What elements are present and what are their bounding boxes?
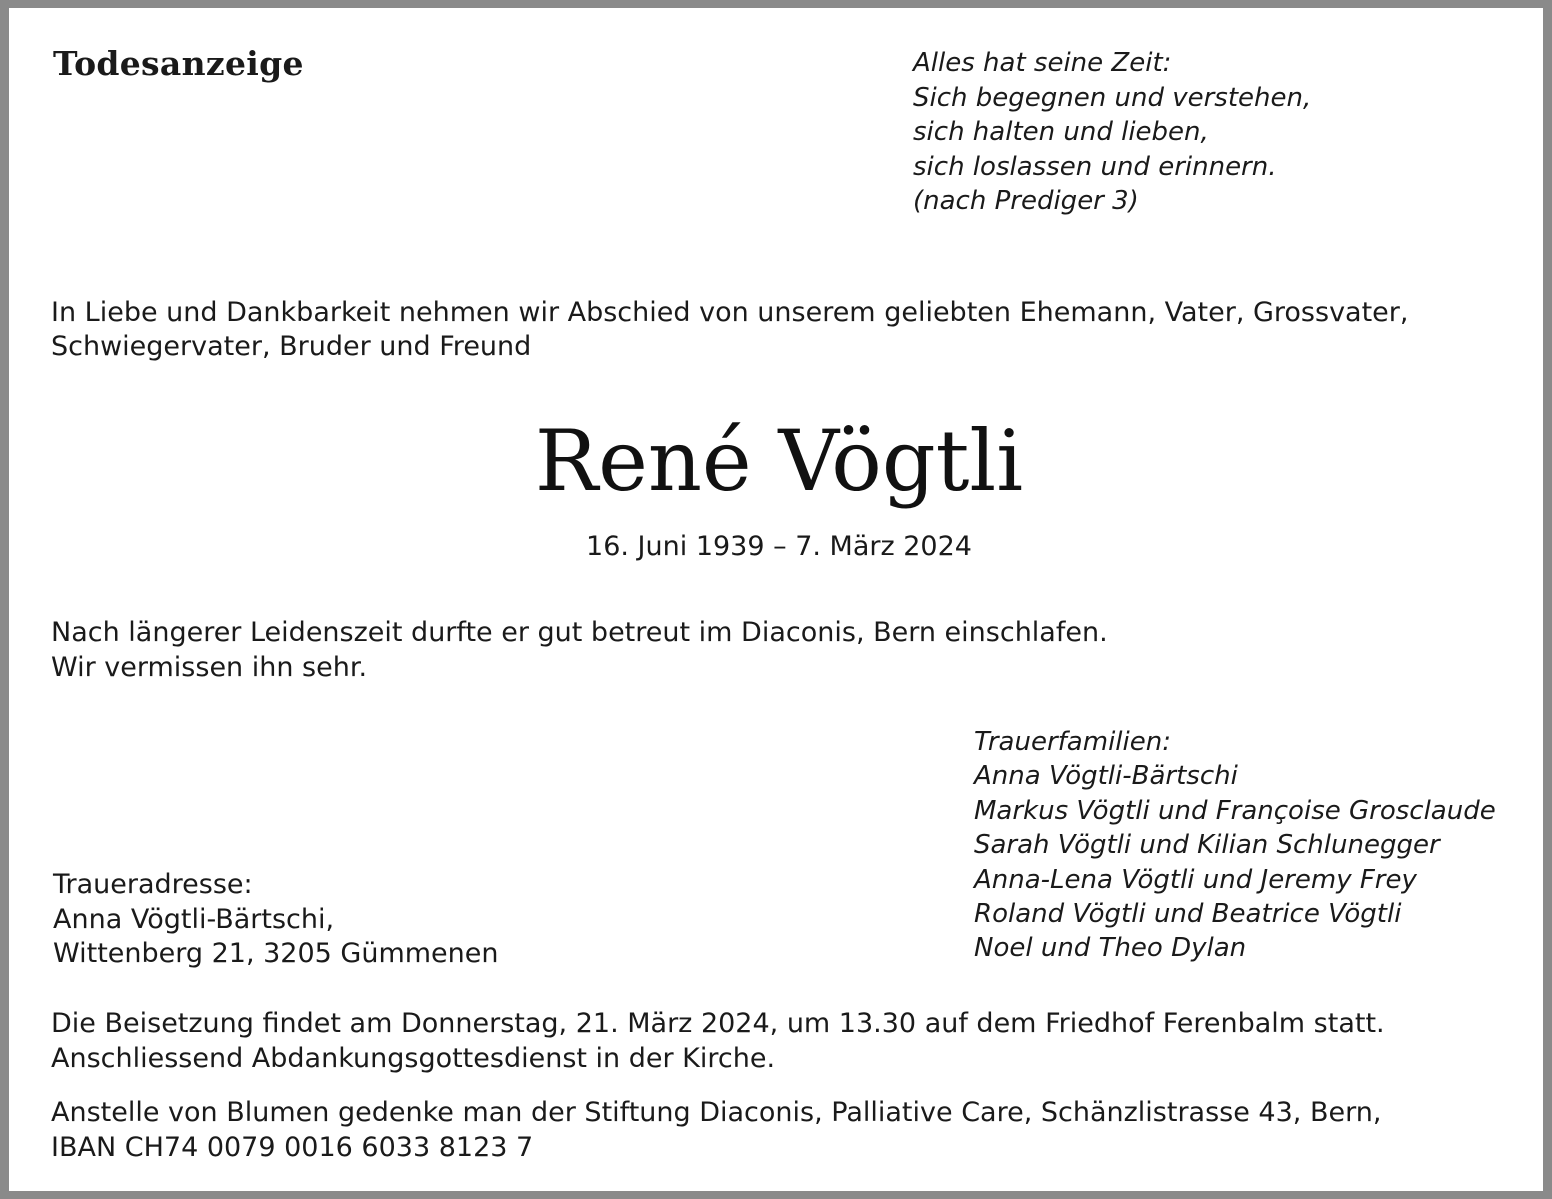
burial-line: Die Beisetzung findet am Donnerstag, 21. März 2024, um 13.30 auf dem Friedhof Ferenbalm statt.	[51, 1008, 1385, 1039]
families-heading: Trauerfamilien:	[974, 727, 1171, 757]
intro-line: Schwiegervater, Bruder und Freund	[51, 331, 532, 362]
bible-quote	[913, 46, 1311, 219]
iban-line: IBAN CH74 0079 0016 6033 8123 7	[51, 1132, 534, 1163]
burial-line: Anschliessend Abdankungsgottesdienst in der Kirche.	[51, 1043, 776, 1074]
life-dates: 16. Juni 1939 – 7. März 2024	[586, 531, 972, 562]
family-member: Sarah Vögtli und Kilian Schlunegger	[974, 830, 1440, 861]
family-member: Markus Vögtli und Françoise Grosclaude	[974, 795, 1496, 826]
quote-line: Sich begegnen und verstehen,	[913, 82, 1312, 113]
intro-line: In Liebe und Dankbarkeit nehmen wir Abschied von unserem geliebten Ehemann, Vater, Grossvater,	[51, 297, 1409, 328]
donation-line: Anstelle von Blumen gedenke man der Stiftung Diaconis, Palliative Care, Schänzlistrasse 43, Bern,	[51, 1097, 1382, 1128]
donation-info	[51, 1095, 1381, 1165]
page-title: Todesanzeige	[53, 44, 304, 83]
passing-line: Nach längerer Leidenszeit durfte er gut betreut im Diaconis, Bern einschlafen.	[51, 617, 1108, 648]
deceased-name: René Vögtli	[534, 412, 1024, 510]
address-line: Wittenberg 21, 3205 Gümmenen	[53, 938, 499, 969]
intro-text	[51, 296, 1511, 364]
family-member: Noel und Theo Dylan	[974, 933, 1247, 964]
passing-line: Wir vermissen ihn sehr.	[51, 652, 368, 683]
quote-line: Alles hat seine Zeit:	[913, 48, 1172, 78]
family-member: Roland Vögtli und Beatrice Vögtli	[974, 899, 1402, 930]
address-heading: Traueradresse:	[53, 869, 253, 900]
family-member: Anna-Lena Vögtli und Jeremy Frey	[974, 864, 1417, 895]
quote-line: sich halten und lieben,	[913, 117, 1209, 147]
family-member: Anna Vögtli-Bärtschi	[974, 761, 1238, 792]
quote-line: sich loslassen und erinnern.	[913, 151, 1277, 182]
address-line: Anna Vögtli-Bärtschi,	[53, 903, 335, 935]
mourning-address	[53, 868, 499, 972]
quote-source: (nach Prediger 3)	[913, 186, 1139, 216]
passing-text	[51, 615, 1108, 685]
burial-info	[51, 1006, 1385, 1076]
mourning-families	[974, 725, 1496, 966]
